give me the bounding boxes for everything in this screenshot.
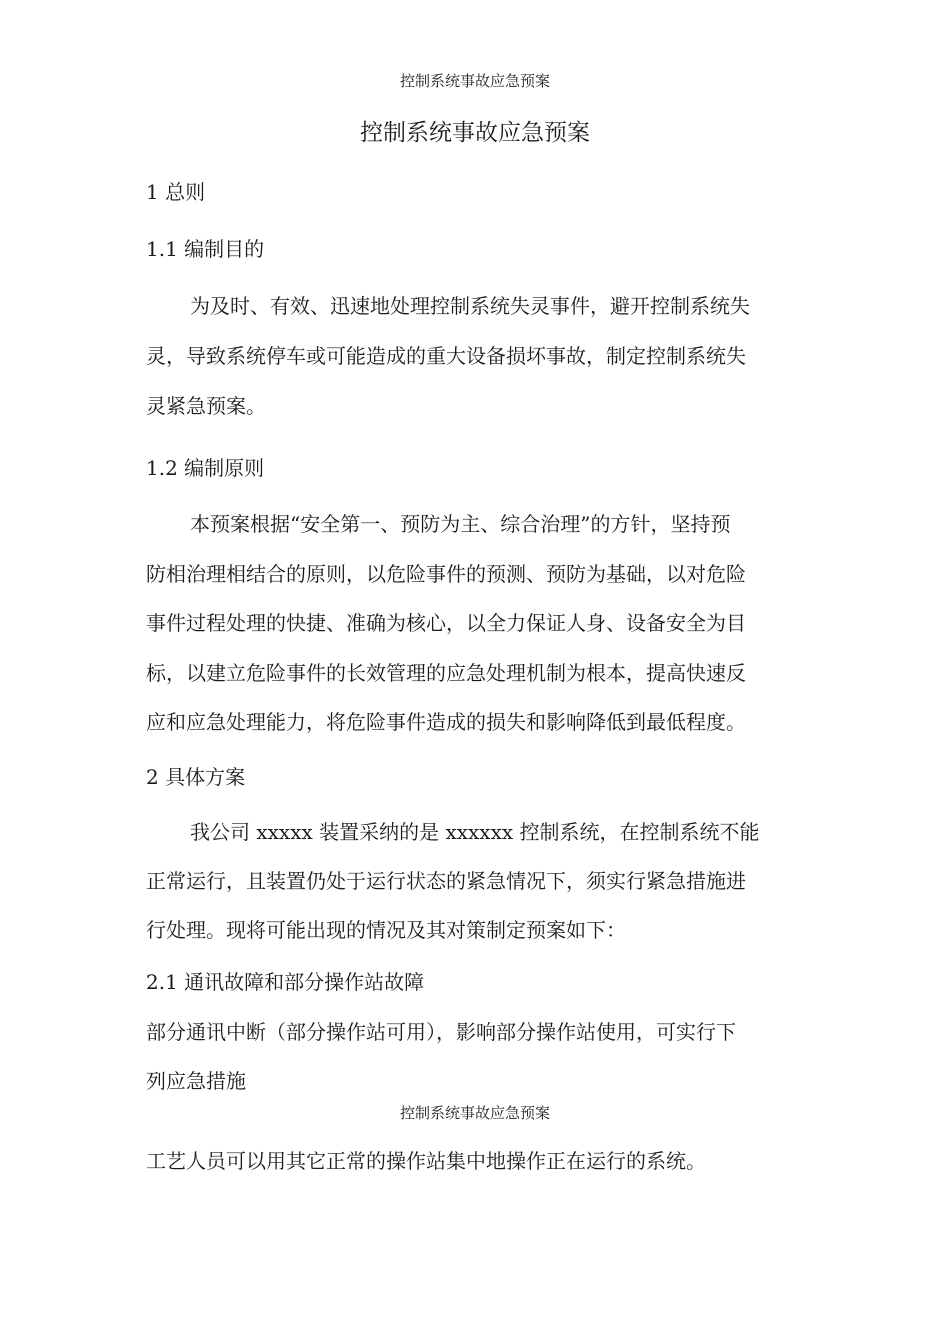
section-heading-1: 1 总则 (146, 180, 206, 204)
section-heading-2: 2 具体方案 (146, 765, 246, 789)
document-title: 控制系统事故应急预案 (360, 120, 590, 146)
paragraph-line: 事件过程处理的快捷、准确为核心，以全力保证人身、设备安全为目 (146, 611, 746, 635)
paragraph-line: 灵紧急预案。 (146, 394, 266, 418)
paragraph-line: 防相治理相结合的原则，以危险事件的预测、预防为基础，以对危险 (146, 562, 746, 586)
paragraph-line: 我公司 xxxxx 装置采纳的是 xxxxxx 控制系统，在控制系统不能 (190, 820, 760, 844)
paragraph-line: 灵，导致系统停车或可能造成的重大设备损坏事故，制定控制系统失 (146, 344, 746, 368)
paragraph-line: 正常运行，且装置仍处于运行状态的紧急情况下，须实行紧急措施进 (146, 869, 746, 893)
section-heading-2-1: 2.1 通讯故障和部分操作站故障 (146, 970, 425, 994)
paragraph-line: 列应急措施 (146, 1069, 246, 1093)
page-header-repeat: 控制系统事故应急预案 (399, 1104, 550, 1122)
section-heading-1-1: 1.1 编制目的 (146, 237, 265, 261)
paragraph-line: 为及时、有效、迅速地处理控制系统失灵事件，避开控制系统失 (190, 294, 750, 318)
paragraph-line: 部分通讯中断（部分操作站可用），影响部分操作站使用，可实行下 (146, 1020, 736, 1044)
paragraph-line: 标，以建立危险事件的长效管理的应急处理机制为根本，提高快速反 (146, 661, 746, 685)
section-heading-1-2: 1.2 编制原则 (146, 456, 265, 480)
paragraph-line: 本预案根据“安全第一、预防为主、综合治理”的方针，坚持预 (190, 512, 731, 536)
paragraph-line: 应和应急处理能力，将危险事件造成的损失和影响降低到最低程度。 (146, 710, 746, 734)
page-header: 控制系统事故应急预案 (399, 72, 550, 90)
paragraph-line: 工艺人员可以用其它正常的操作站集中地操作正在运行的系统。 (146, 1149, 706, 1173)
paragraph-line: 行处理。现将可能出现的情况及其对策制定预案如下： (146, 918, 626, 942)
